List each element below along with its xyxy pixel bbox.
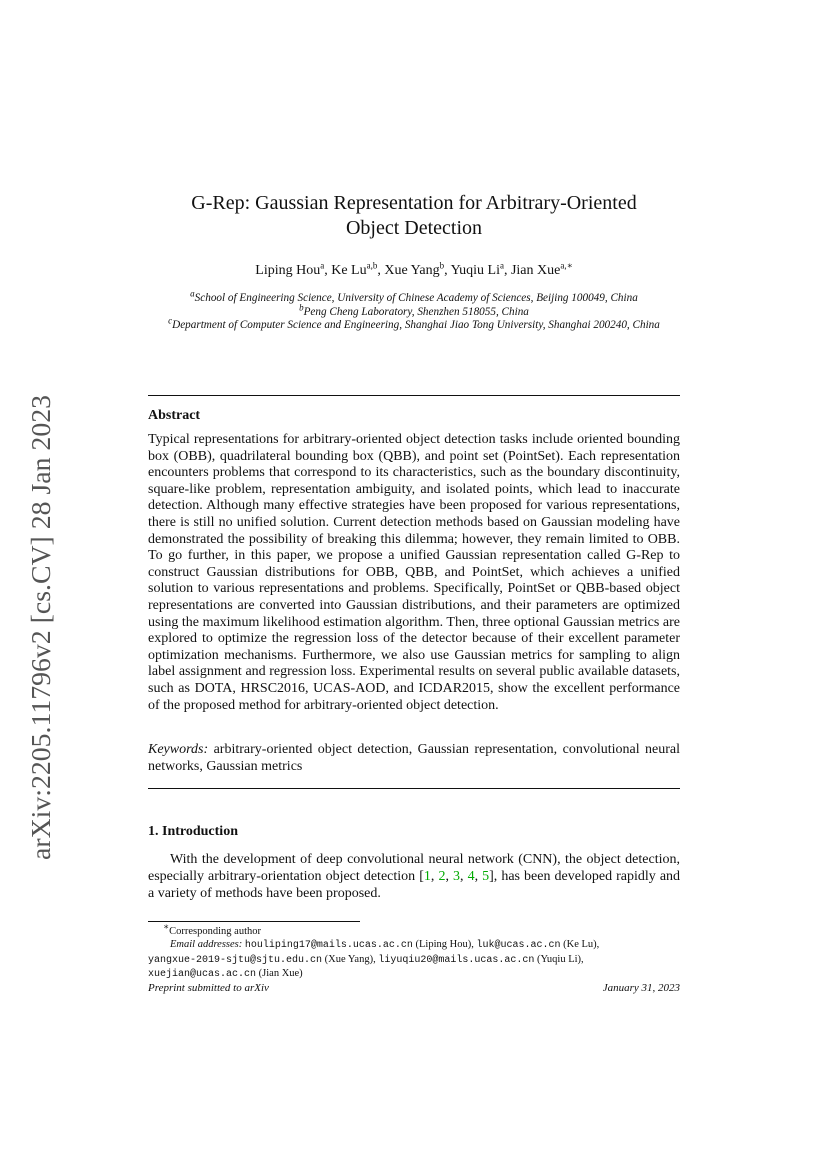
abstract-heading: Abstract <box>148 408 201 423</box>
email-owner: (Jian Xue) <box>258 968 303 980</box>
preprint-note: Preprint submitted to arXiv <box>148 982 269 994</box>
citation-link[interactable]: 4 <box>467 869 475 884</box>
author-sup: a <box>499 260 504 271</box>
email-owner: (Xue Yang), <box>324 953 376 965</box>
title-line-2: Object Detection <box>345 217 483 239</box>
author-sup: a <box>320 260 325 271</box>
affiliation-sup: a <box>190 288 195 299</box>
author-sup: a,∗ <box>560 260 573 271</box>
affiliation-text: Department of Computer Science and Engineering, Shanghai Jiao Tong University, Shanghai 200240, China <box>172 319 660 332</box>
abstract-text: Typical representations for arbitrary-oriented object detection tasks include oriented bounding box (OBB), quadrilateral bounding box (QBB), and point set (PointSet). Each representation encounters problems that correspond to its characteristics, such as the boundary discontinuity, square-like problem, representation ambiguity, and isolated points, which lead to inaccurate detection. Although many effective strategies have been proposed for various representations, there is still no unified solution. Current detection methods based on Gaussian modeling have demonstrated the possibility of breaking this dilemma; however, they remain limited to OBB. To go further, in this paper, we propose a unified Gaussian representation called G-Rep to construct Gaussian distributions for OBB, QBB, and PointSet, which achieves a unified solution to various representations and problems. Specifically, PointSet or QBB-based object representations are converted into Gaussian distributions, and their parameters are optimized using the maximum likelihood estimation algorithm. Then, three optional Gaussian metrics are explored to optimize the regression loss of the detector because of their excellent parameter optimization mechanisms. Furthermore, we also use Gaussian metrics for sampling to align label assignment and regression loss. Experimental results on several public available datasets, such as DOTA, HRSC2016, UCAS-AOD, and ICDAR2015, show the excellent performance of the proposed method for arbitrary-oriented object detection. <box>148 432 680 713</box>
arxiv-stamp-text: arXiv:2205.11796v2 [cs.CV] 28 Jan 2023 <box>26 408 56 860</box>
keywords <box>148 741 680 775</box>
abstract-top-rule <box>148 395 680 396</box>
corresponding-text: Corresponding author <box>169 926 261 937</box>
footnote-mark: ∗ <box>163 921 170 932</box>
affiliation-text: School of Engineering Science, University of Chinese Academy of Sciences, Beijing 100049, China <box>194 292 638 304</box>
email-label: Email addresses: <box>170 939 243 951</box>
citation-link[interactable]: 3 <box>453 869 460 884</box>
affiliation-sup: c <box>168 315 173 326</box>
email-address[interactable]: luk@ucas.ac.cn <box>476 940 561 952</box>
email-owner: (Liping Hou), <box>415 939 474 951</box>
keywords-label: Keywords: <box>148 742 209 757</box>
paper-title <box>0 191 828 241</box>
author-sup: b <box>439 260 445 271</box>
affiliation <box>148 301 680 320</box>
intro-paragraph: With the development of deep convolutional neural network (CNN), the object detection, especially arbitrary-orientation object detection [1, 2, 3, 4, 5], has been developed rapidly and a variety of methods have been proposed. <box>148 852 681 901</box>
intro-text-end: ], has been developed rapidly and a variety of methods have been proposed. <box>148 869 681 901</box>
email-owner: (Yuqiu Li), <box>536 953 584 965</box>
author-name: Ke Lu <box>331 263 367 278</box>
email-address[interactable]: liyuqiu20@mails.ucas.ac.cn <box>378 954 535 966</box>
author-list: Liping Hou$^a$, Ke Lu$^{a,b}$, Xue Yang$^b$, Yuqiu Li$^a$, Jian Xue$^{a,∗}$ <box>255 260 573 278</box>
email-address[interactable]: xuejian@ucas.ac.cn <box>148 969 257 981</box>
email-line <box>148 953 680 967</box>
footnote-rule <box>148 921 360 922</box>
email-line <box>148 967 680 981</box>
abstract-bottom-rule <box>148 788 680 789</box>
author-sup: a,b <box>366 260 378 271</box>
author-name: Jian Xue <box>510 263 561 278</box>
citation-link[interactable]: 2 <box>438 869 446 884</box>
email-owner: (Ke Lu), <box>563 939 600 951</box>
affiliation-sup: b <box>299 301 304 312</box>
keywords-text: arbitrary-oriented object detection, Gaussian representation, convolutional neural networks, Gaussian metrics <box>148 742 680 774</box>
arxiv-stamp <box>25 390 57 860</box>
corresponding-footnote <box>148 921 680 938</box>
author-name: Yuqiu Li <box>450 263 500 278</box>
email-address[interactable]: houliping17@mails.ucas.ac.cn <box>244 940 413 952</box>
email-line <box>148 938 680 952</box>
affiliation <box>148 315 680 333</box>
title-line-1: G-Rep: Gaussian Representation for Arbitrary-Oriented <box>191 192 637 214</box>
affiliation <box>148 288 680 306</box>
footnotes <box>148 921 680 982</box>
intro-text-start: With the development of deep convolutional neural network (CNN), the object detection, especially arbitrary-orientation object detection [ <box>148 852 680 884</box>
citation-link[interactable]: 1 <box>423 869 431 884</box>
affiliations <box>148 288 680 333</box>
author-name: Xue Yang <box>384 263 440 278</box>
email-address[interactable]: yangxue-2019-sjtu@sjtu.edu.cn <box>148 954 323 966</box>
preprint-date: January 31, 2023 <box>602 982 680 994</box>
author-name: Liping Hou <box>255 263 321 278</box>
citation-link[interactable]: 5 <box>482 869 490 884</box>
affiliation-text: Peng Cheng Laboratory, Shenzhen 518055, China <box>303 305 529 318</box>
section-heading: 1. Introduction <box>148 824 238 839</box>
